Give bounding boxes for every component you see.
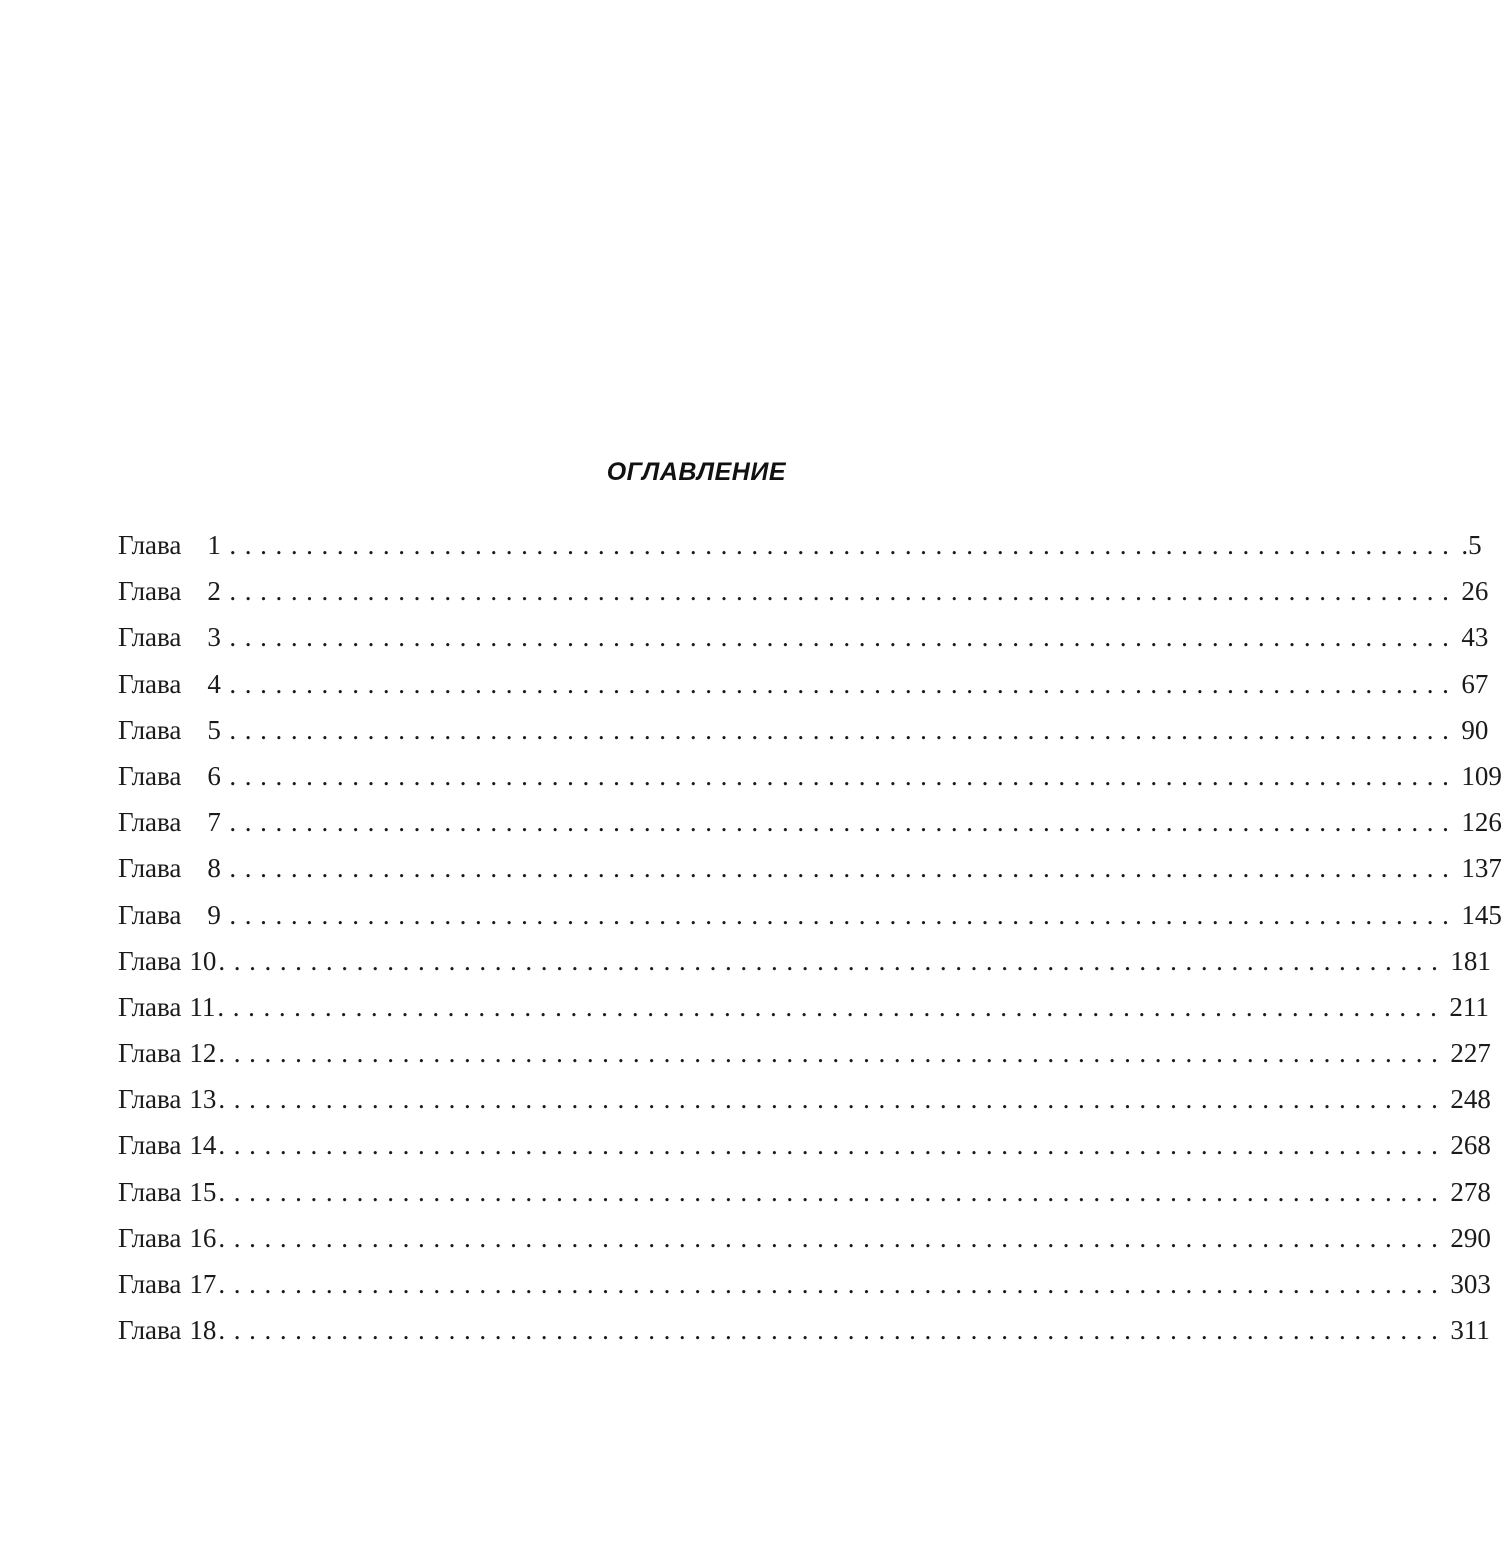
chapter-number: 13 [189, 1084, 217, 1115]
toc-entry[interactable] [118, 1222, 1491, 1269]
chapter-label: Глава [118, 622, 182, 653]
chapter-label: Глава [118, 945, 182, 976]
toc-entry[interactable] [118, 1130, 1491, 1176]
dot-leader: ................................................................................ [218, 945, 1447, 976]
chapter-label: Глава [118, 807, 182, 838]
chapter-label: Глава [118, 1130, 182, 1161]
chapter-number: 3 [207, 622, 221, 653]
page-number: 26 [1461, 576, 1489, 607]
toc-list [118, 530, 1502, 1361]
toc-entry[interactable] [118, 853, 1502, 899]
toc-entry[interactable] [118, 945, 1491, 992]
chapter-number: 2 [207, 576, 221, 607]
page-number: 303 [1450, 1269, 1491, 1299]
page-number: .5 [1461, 530, 1482, 560]
toc-entry[interactable] [118, 1176, 1491, 1223]
chapter-label: Глава [118, 1269, 182, 1299]
dot-leader: ................................................................................ [229, 807, 1458, 838]
toc-entry[interactable] [118, 899, 1502, 946]
page-number: 126 [1461, 807, 1502, 838]
toc-entry[interactable] [118, 576, 1489, 622]
chapter-number: 10 [189, 945, 217, 976]
chapter-number: 15 [189, 1176, 217, 1207]
chapter-label: Глава [118, 714, 182, 745]
page-number: 248 [1450, 1084, 1491, 1115]
dot-leader: ................................................................................ [229, 530, 1458, 560]
page-number: 137 [1461, 853, 1502, 884]
page-number: 268 [1450, 1130, 1491, 1161]
chapter-label: Глава [118, 899, 182, 930]
chapter-label: Глава [118, 530, 182, 560]
toc-entry[interactable] [118, 1084, 1491, 1130]
chapter-label: Глава [118, 1222, 182, 1253]
toc-entry[interactable] [118, 807, 1502, 853]
chapter-number: 6 [207, 760, 221, 791]
dot-leader: ................................................................................ [229, 622, 1458, 653]
chapter-number: 1 [207, 530, 221, 560]
page-number: 109 [1461, 760, 1502, 791]
toc-entry[interactable] [118, 1315, 1490, 1361]
chapter-number: 9 [207, 899, 221, 930]
dot-leader: ................................................................................ [218, 1269, 1447, 1299]
toc-entry[interactable] [118, 530, 1482, 576]
page-number: 145 [1461, 899, 1502, 930]
dot-leader: ................................................................................ [218, 1084, 1447, 1115]
chapter-label: Глава [118, 1038, 182, 1069]
chapter-label: Глава [118, 668, 182, 699]
dot-leader: ................................................................................ [218, 1038, 1447, 1069]
page-number: 311 [1450, 1315, 1490, 1346]
toc-entry[interactable] [118, 1038, 1491, 1084]
dot-leader: ................................................................................ [229, 853, 1458, 884]
page-number: 290 [1450, 1222, 1491, 1253]
dot-leader: ................................................................................ [217, 991, 1446, 1022]
chapter-number: 11 [189, 991, 216, 1022]
toc-entry[interactable] [118, 1269, 1491, 1315]
toc-entry[interactable] [118, 668, 1489, 715]
dot-leader: ................................................................................ [229, 576, 1458, 607]
page-number: 67 [1461, 668, 1489, 699]
dot-leader: ................................................................................ [229, 899, 1458, 930]
dot-leader: ................................................................................ [218, 1130, 1447, 1161]
page-number: 90 [1461, 714, 1489, 745]
toc-entry[interactable] [118, 991, 1489, 1038]
chapter-number: 17 [189, 1269, 217, 1299]
chapter-number: 16 [189, 1222, 217, 1253]
chapter-number: 18 [189, 1315, 217, 1346]
chapter-label: Глава [118, 1176, 182, 1207]
dot-leader: ................................................................................ [229, 714, 1458, 745]
chapter-label: Глава [118, 1084, 182, 1115]
page-number: 278 [1450, 1176, 1491, 1207]
chapter-label: Глава [118, 991, 182, 1022]
chapter-number: 7 [207, 807, 221, 838]
chapter-number: 14 [189, 1130, 217, 1161]
toc-title: ОГЛАВЛЕНИЕ [606, 458, 786, 486]
toc-entry[interactable] [118, 622, 1489, 668]
chapter-label: Глава [118, 576, 182, 607]
chapter-label: Глава [118, 853, 182, 884]
page-number: 227 [1450, 1038, 1491, 1069]
toc-entry[interactable] [118, 760, 1502, 807]
dot-leader: ................................................................................ [218, 1315, 1447, 1346]
chapter-number: 12 [189, 1038, 217, 1069]
page-number: 211 [1449, 991, 1489, 1022]
chapter-number: 4 [207, 668, 221, 699]
dot-leader: ................................................................................ [218, 1176, 1447, 1207]
chapter-label: Глава [118, 1315, 182, 1346]
dot-leader: ................................................................................ [218, 1222, 1447, 1253]
page-number: 181 [1450, 945, 1491, 976]
dot-leader: ................................................................................ [229, 760, 1458, 791]
chapter-number: 5 [207, 714, 221, 745]
toc-entry[interactable] [118, 714, 1489, 761]
chapter-number: 8 [207, 853, 221, 884]
page-number: 43 [1461, 622, 1489, 653]
dot-leader: ................................................................................ [229, 668, 1458, 699]
chapter-label: Глава [118, 760, 182, 791]
